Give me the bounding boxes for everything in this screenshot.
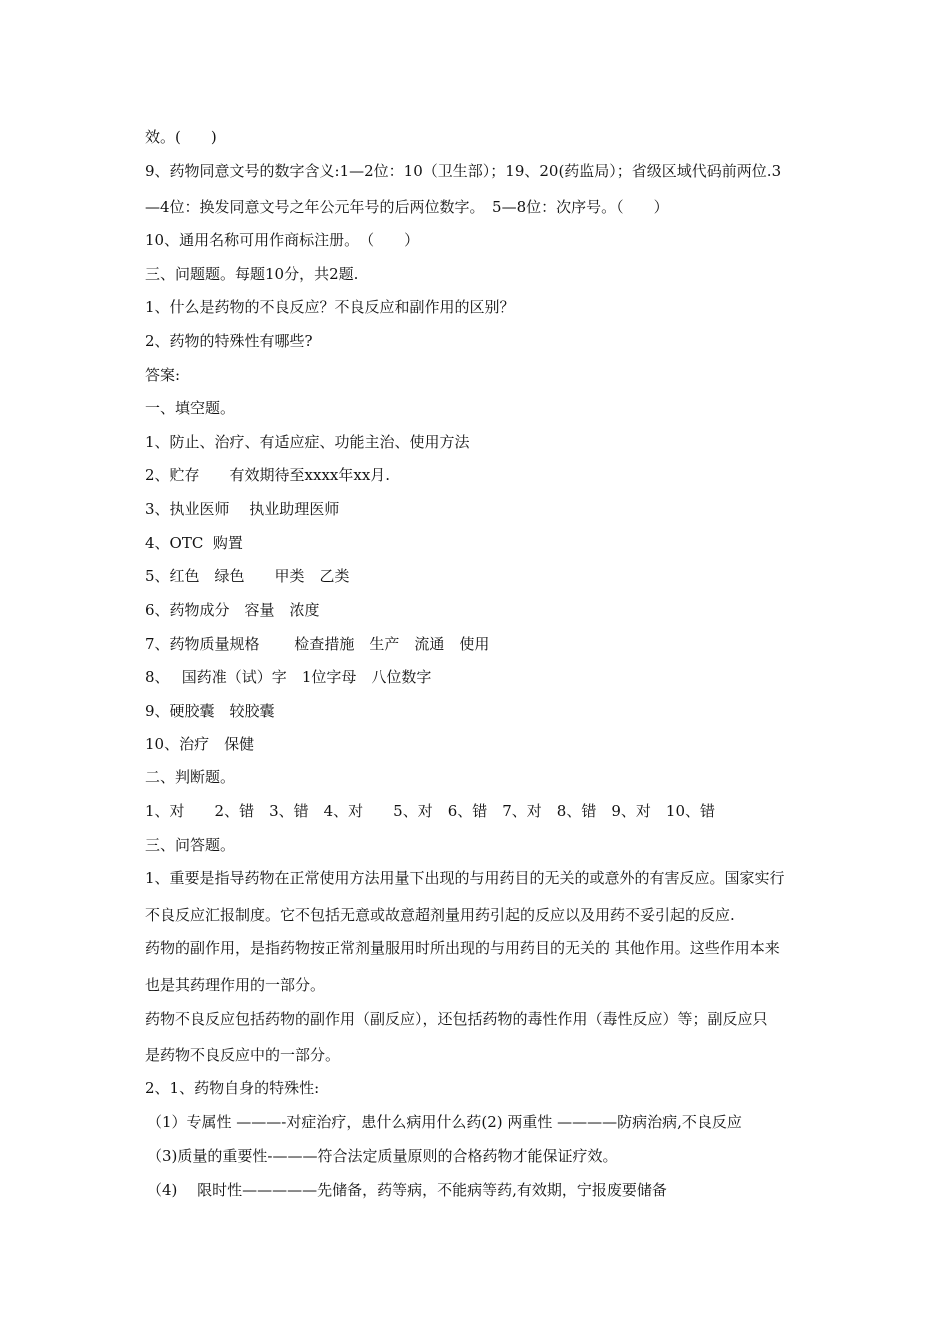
qa-line-2: 不良反应汇报制度。它不包括无意或故意超剂量用药引起的反应以及用药不妥引起的反应.	[145, 906, 735, 924]
qa-line-8: （1）专属性 ———-对症治疗，患什么病用什么药(2) 两重性 ————防病治病,不良反应	[147, 1113, 742, 1131]
qa-line-3: 药物的副作用，是指药物按正常剂量服用时所出现的与用药目的无关的 其他作用。这些作用本来	[145, 939, 780, 957]
answer-line-5: 5、红色 绿色 甲类 乙类	[145, 567, 350, 585]
qa-line-1: 1、重要是指导药物在正常使用方法用量下出现的与用药目的无关的或意外的有害反应。国家实行	[145, 869, 785, 887]
judge-answers: 1、对 2、错 3、错 4、对 5、对 6、错 7、对 8、错 9、对 10、错	[145, 802, 715, 820]
answer-line-10: 10、治疗 保健	[145, 735, 255, 753]
answer-line-4: 4、OTC 购置	[145, 534, 243, 552]
answer-line-8: 8、 国药准（试）字 1位字母 八位数字	[145, 668, 432, 686]
answer-line-6: 6、药物成分 容量 浓度	[145, 601, 320, 619]
qa-line-9: （3)质量的重要性-———符合法定质量原则的合格药物才能保证疗效。	[147, 1147, 618, 1165]
answer-line-2: 2、贮存 有效期待至xxxx年xx月.	[145, 466, 391, 484]
text-line-1: 效。( )	[145, 128, 217, 146]
text-line-6: 1、什么是药物的不良反应？不良反应和副作用的区别？	[145, 298, 515, 316]
answer-line-7: 7、药物质量规格 检查措施 生产 流通 使用	[145, 635, 490, 653]
text-line-7: 2、药物的特殊性有哪些?	[145, 332, 313, 350]
qa-line-7: 2、1、药物自身的特殊性:	[145, 1079, 320, 1097]
qa-line-5: 药物不良反应包括药物的副作用（副反应），还包括药物的毒性作用（毒性反应）等；副反应只	[145, 1010, 768, 1028]
section-heading-judge: 二、判断题。	[145, 768, 236, 786]
qa-line-6: 是药物不良反应中的一部分。	[145, 1046, 341, 1064]
section-heading-fill: 一、填空题。	[145, 399, 236, 417]
answer-line-3: 3、执业医师 执业助理医师	[145, 500, 340, 518]
answers-heading: 答案:	[145, 366, 181, 384]
text-line-3: —4位：换发同意文号之年公元年号的后两位数字。 5—8位：次序号。（ ）	[145, 198, 669, 216]
answer-line-9: 9、硬胶囊 较胶囊	[145, 702, 275, 720]
section-heading-qa: 三、问答题。	[145, 836, 236, 854]
text-line-4: 10、通用名称可用作商标注册。 （ ）	[145, 231, 420, 249]
section-heading-questions: 三、问题题。每题10分，共2题.	[145, 265, 359, 283]
qa-line-10: （4) 限时性—————先储备，药等病，不能病等药,有效期，宁报废要储备	[147, 1181, 667, 1199]
text-line-2: 9、药物同意文号的数字含义:1—2位：10（卫生部）；19、20(药监局）；省级区域代码前两位.3	[145, 162, 782, 180]
qa-line-4: 也是其药理作用的一部分。	[145, 976, 326, 994]
answer-line-1: 1、防止、治疗、有适应症、功能主治、使用方法	[145, 433, 470, 451]
